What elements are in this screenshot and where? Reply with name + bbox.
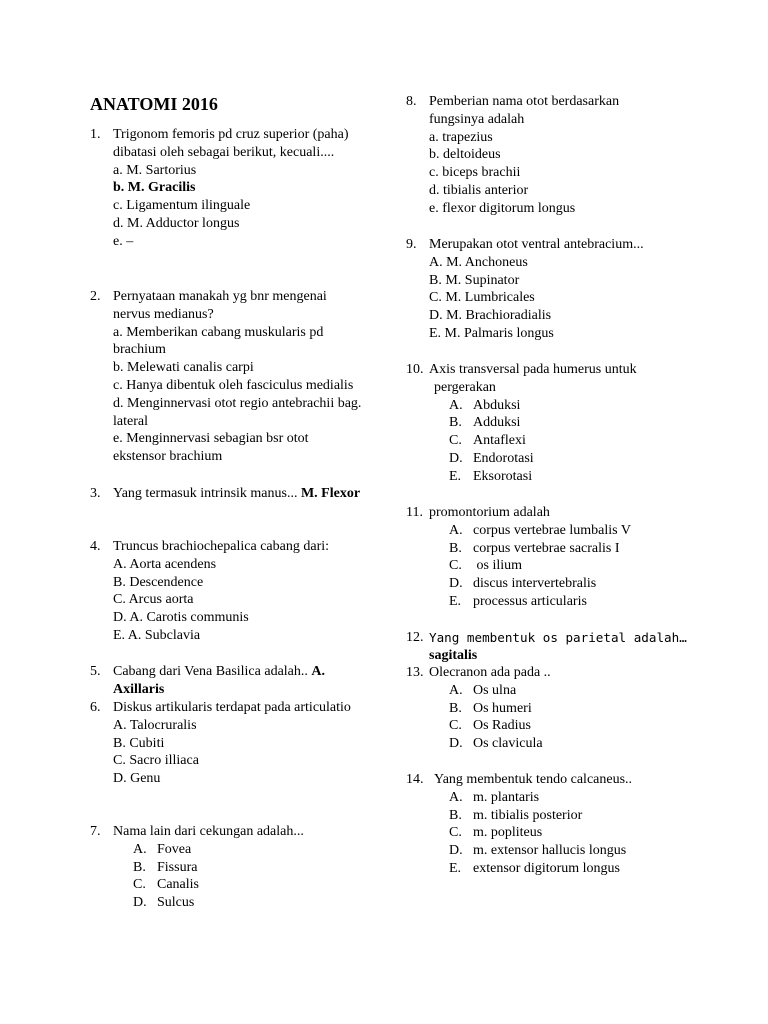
option-d bbox=[429, 575, 688, 593]
option-c bbox=[113, 876, 362, 894]
option-text: Os humeri bbox=[473, 700, 532, 716]
question-number: 6. bbox=[90, 700, 101, 715]
option-letter: B. bbox=[449, 700, 462, 716]
question-8 bbox=[406, 93, 688, 218]
question-stem: Yang membentuk tendo calcaneus.. bbox=[434, 772, 633, 787]
question-number: 2. bbox=[90, 289, 101, 304]
answer-text: sagitalis bbox=[429, 647, 478, 663]
question-number: 10. bbox=[406, 362, 424, 377]
option-d: d. tibialis anterior bbox=[429, 182, 529, 198]
option-text: extensor digitorum longus bbox=[473, 860, 620, 876]
option-a: a. trapezius bbox=[429, 129, 493, 145]
option-letter: A. bbox=[449, 789, 463, 805]
question-number: 9. bbox=[406, 237, 417, 252]
option-c bbox=[429, 557, 688, 575]
option-c: c. biceps brachii bbox=[429, 165, 521, 181]
option-text: m. extensor hallucis longus bbox=[473, 843, 627, 859]
option-text: Canalis bbox=[157, 877, 199, 893]
option-b: b. Melewati canalis carpi bbox=[113, 360, 254, 376]
option-d bbox=[113, 894, 362, 912]
option-text: processus articularis bbox=[473, 593, 587, 609]
option-text: corpus vertebrae sacralis I bbox=[473, 540, 620, 556]
question-stem: Pernyataan manakah yg bnr mengenai nervus medianus? bbox=[113, 289, 327, 322]
option-e bbox=[429, 593, 688, 611]
question-number: 4. bbox=[90, 539, 101, 554]
option-letter: E. bbox=[449, 860, 462, 876]
question-number: 11. bbox=[406, 505, 423, 520]
option-a bbox=[429, 397, 688, 415]
option-letter: D. bbox=[449, 576, 463, 592]
option-text: Antaflexi bbox=[473, 433, 526, 449]
option-b bbox=[429, 807, 688, 825]
question-stem: Olecranon ada pada .. bbox=[429, 665, 551, 680]
option-e: E. M. Palmaris longus bbox=[429, 325, 554, 341]
option-letter: B. bbox=[449, 540, 462, 556]
question-stem: Merupakan otot ventral antebracium... bbox=[429, 237, 644, 252]
option-e: e. Menginnervasi sebagian bsr otot ekstensor brachium bbox=[113, 431, 309, 465]
option-text: discus intervertebralis bbox=[473, 576, 597, 592]
option-b: b. deltoideus bbox=[429, 147, 501, 163]
option-text: m. tibialis posterior bbox=[473, 807, 583, 823]
option-letter: D. bbox=[449, 843, 463, 859]
option-c bbox=[429, 717, 688, 735]
option-e bbox=[429, 860, 688, 878]
option-letter: E. bbox=[449, 468, 462, 484]
option-text: corpus vertebrae lumbalis V bbox=[473, 522, 631, 538]
question-number: 13. bbox=[406, 665, 424, 680]
option-d: d. Menginnervasi otot regio antebrachii bag. lateral bbox=[113, 395, 362, 429]
question-13 bbox=[406, 664, 688, 753]
answer-text: A. Axillaris bbox=[113, 664, 326, 697]
question-stem: promontorium adalah bbox=[429, 505, 550, 520]
option-letter: A. bbox=[449, 397, 463, 413]
option-text: Os clavicula bbox=[473, 736, 543, 752]
option-letter: B. bbox=[133, 859, 146, 875]
option-b: B. M. Supinator bbox=[429, 272, 520, 288]
option-text: Endorotasi bbox=[473, 450, 534, 466]
option-d bbox=[429, 735, 688, 753]
page-title: ANATOMI 2016 bbox=[90, 94, 218, 114]
option-b bbox=[429, 700, 688, 718]
question-7 bbox=[90, 823, 362, 912]
option-text: Os ulna bbox=[473, 682, 517, 698]
option-c: c. Ligamentum ilinguale bbox=[113, 198, 251, 214]
option-b bbox=[429, 540, 688, 558]
question-number: 3. bbox=[90, 486, 101, 501]
question-stem: Trigonom femoris pd cruz superior (paha) dibatasi oleh sebagai berikut, kecuali.... bbox=[113, 127, 349, 160]
question-number: 7. bbox=[90, 824, 101, 839]
option-e: e. – bbox=[113, 233, 134, 249]
question-1 bbox=[90, 126, 362, 251]
question-stem: Axis transversal pada humerus untuk pergerakan bbox=[429, 362, 637, 395]
option-text: os ilium bbox=[473, 558, 523, 574]
option-letter: A. bbox=[449, 522, 463, 538]
question-number: 12. bbox=[406, 630, 424, 645]
option-letter: A. bbox=[449, 682, 463, 698]
option-letter: C. bbox=[449, 825, 462, 841]
question-number: 8. bbox=[406, 94, 417, 109]
question-12 bbox=[406, 629, 688, 665]
option-text: Sulcus bbox=[157, 895, 195, 911]
option-letter: B. bbox=[449, 415, 462, 431]
question-stem: Cabang dari Vena Basilica adalah.. bbox=[113, 664, 308, 679]
option-c bbox=[429, 824, 688, 842]
option-letter: D. bbox=[449, 736, 463, 752]
question-stem: Pemberian nama otot berdasarkan fungsinya adalah bbox=[429, 94, 620, 127]
question-10 bbox=[406, 361, 688, 486]
option-e: E. A. Subclavia bbox=[113, 627, 201, 643]
option-text: Fovea bbox=[157, 841, 192, 857]
option-b: B. Descendence bbox=[113, 574, 204, 590]
option-a: A. M. Anchoneus bbox=[429, 254, 528, 270]
question-3 bbox=[90, 485, 362, 503]
option-c: C. Sacro illiaca bbox=[113, 753, 199, 769]
option-b-answer: b. M. Gracilis bbox=[113, 180, 196, 196]
option-text: Eksorotasi bbox=[473, 468, 533, 484]
question-stem: Nama lain dari cekungan adalah... bbox=[113, 824, 304, 839]
question-number: 1. bbox=[90, 127, 101, 142]
option-letter: A. bbox=[133, 841, 147, 857]
question-6 bbox=[90, 699, 362, 788]
option-c: C. M. Lumbricales bbox=[429, 290, 535, 306]
option-e bbox=[429, 468, 688, 486]
question-14 bbox=[406, 771, 688, 878]
option-letter: C. bbox=[449, 433, 462, 449]
question-stem: Diskus artikularis terdapat pada articulatio bbox=[113, 700, 351, 715]
option-a: A. Aorta acendens bbox=[113, 556, 217, 572]
option-letter: C. bbox=[133, 877, 146, 893]
option-b: B. Cubiti bbox=[113, 735, 165, 751]
option-c bbox=[429, 432, 688, 450]
option-d: D. A. Carotis communis bbox=[113, 610, 249, 626]
option-d: d. M. Adductor longus bbox=[113, 215, 240, 231]
question-4 bbox=[90, 538, 362, 645]
option-text: Adduksi bbox=[473, 415, 521, 431]
option-b bbox=[429, 414, 688, 432]
option-a: A. Talocruralis bbox=[113, 717, 197, 733]
question-number: 5. bbox=[90, 664, 101, 679]
option-letter: B. bbox=[449, 807, 462, 823]
question-number: 14. bbox=[406, 772, 424, 787]
option-a bbox=[113, 841, 362, 859]
option-letter: C. bbox=[449, 558, 462, 574]
option-d bbox=[429, 450, 688, 468]
question-stem: Yang termasuk intrinsik manus... bbox=[113, 486, 298, 501]
question-stem: Truncus brachiochepalica cabang dari: bbox=[113, 539, 330, 554]
option-b bbox=[113, 859, 362, 877]
option-text: Fissura bbox=[157, 859, 198, 875]
question-11 bbox=[406, 504, 688, 611]
option-text: Os Radius bbox=[473, 718, 531, 734]
option-letter: E. bbox=[449, 593, 462, 609]
answer-text: M. Flexor bbox=[300, 486, 361, 501]
question-5 bbox=[90, 663, 362, 699]
option-text: m. plantaris bbox=[473, 789, 540, 805]
option-a bbox=[429, 789, 688, 807]
option-a bbox=[429, 682, 688, 700]
option-text: m. popliteus bbox=[473, 825, 543, 841]
option-letter: D. bbox=[133, 895, 147, 911]
option-d: D. M. Brachioradialis bbox=[429, 308, 552, 324]
option-d bbox=[429, 842, 688, 860]
option-a bbox=[429, 522, 688, 540]
option-e: e. flexor digitorum longus bbox=[429, 200, 576, 216]
option-letter: D. bbox=[449, 450, 463, 466]
question-stem: Yang membentuk os parietal adalah… bbox=[429, 630, 687, 645]
option-c: c. Hanya dibentuk oleh fasciculus medialis bbox=[113, 377, 354, 393]
option-d: D. Genu bbox=[113, 771, 161, 787]
question-2 bbox=[90, 288, 362, 466]
option-letter: C. bbox=[449, 718, 462, 734]
option-text: Abduksi bbox=[473, 397, 521, 413]
question-9 bbox=[406, 236, 688, 343]
option-c: C. Arcus aorta bbox=[113, 592, 194, 608]
option-a: a. M. Sartorius bbox=[113, 162, 197, 178]
option-a: a. Memberikan cabang muskularis pd brachium bbox=[113, 324, 324, 358]
